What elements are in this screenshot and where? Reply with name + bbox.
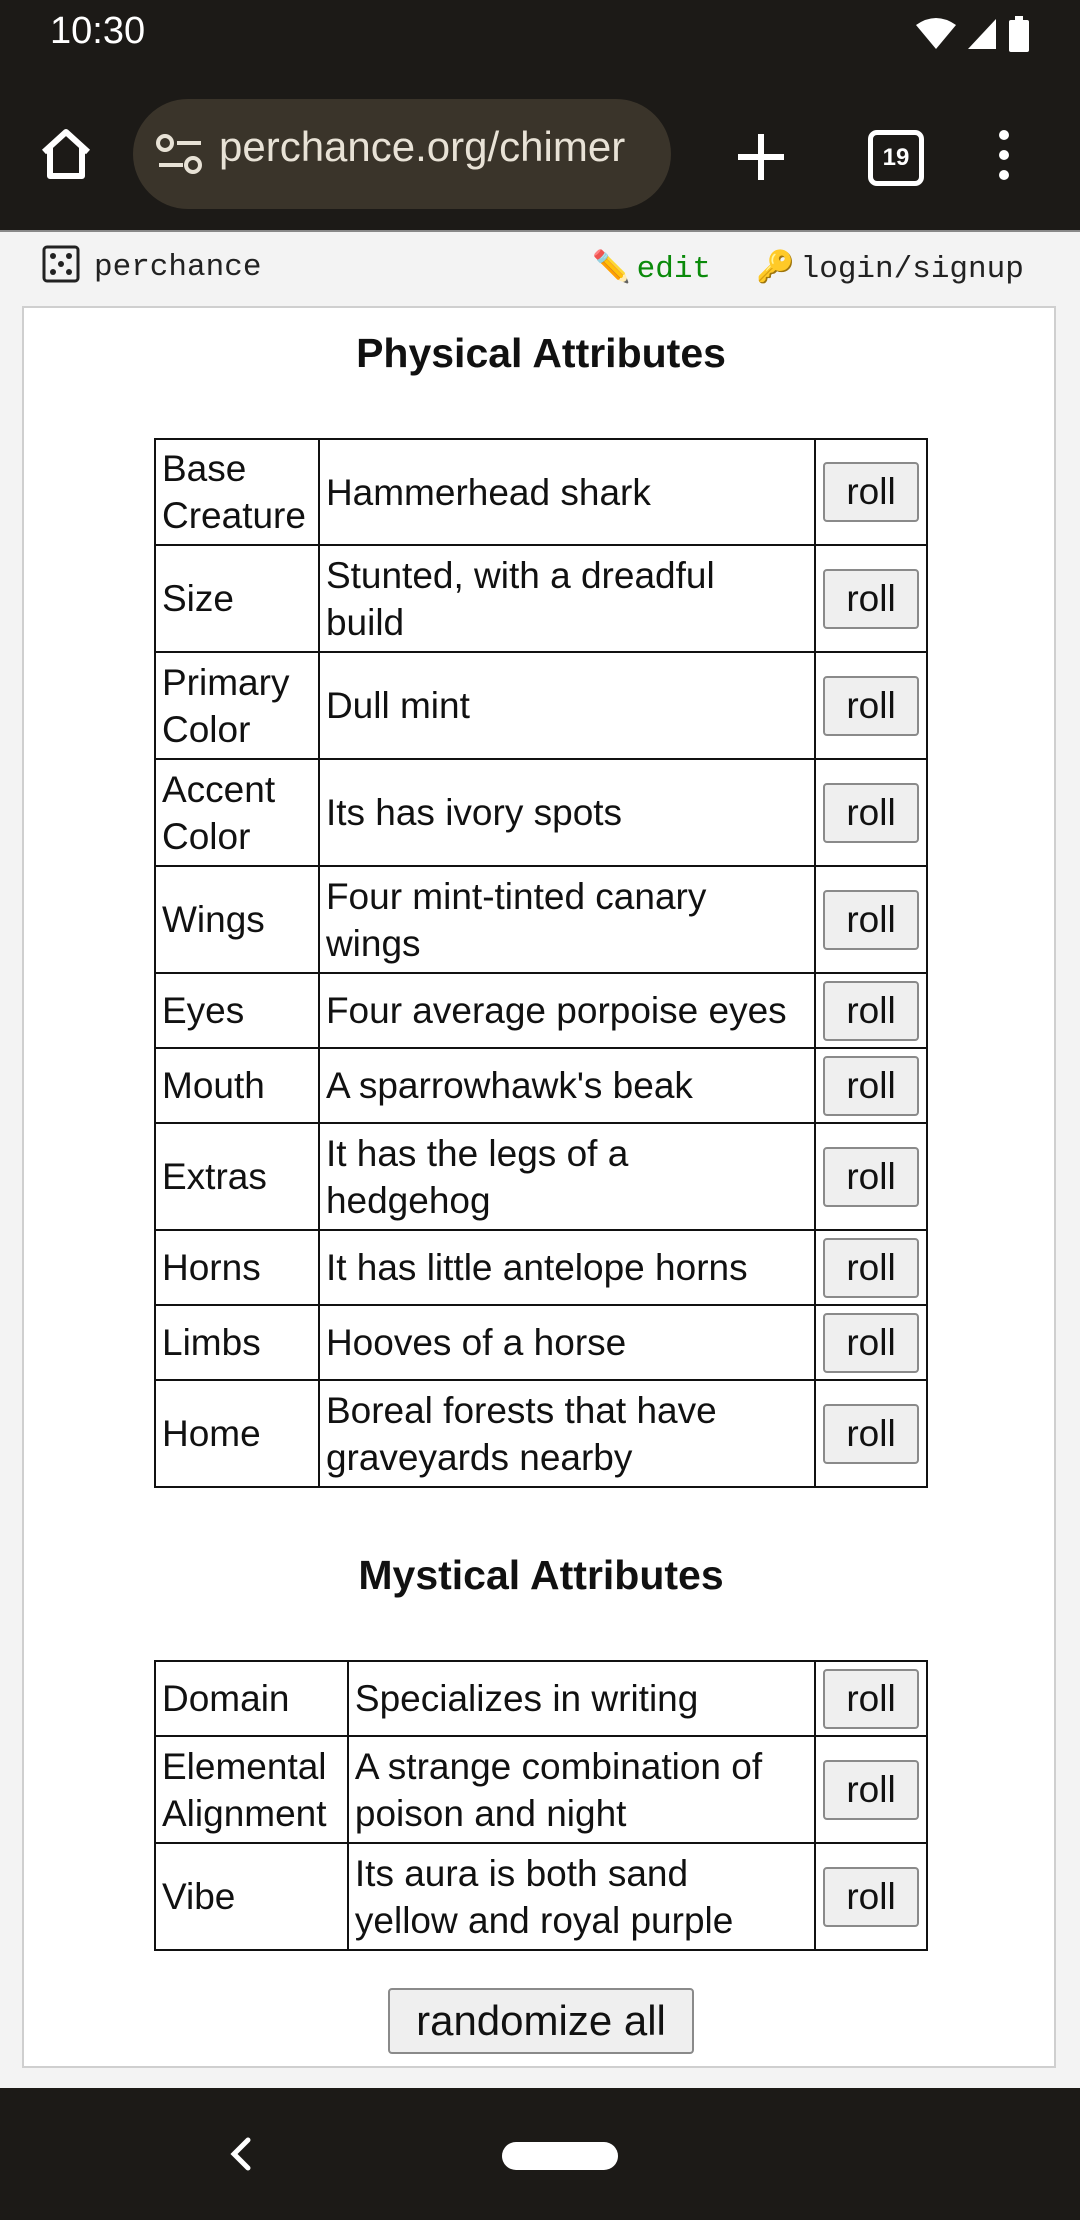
signal-icon — [966, 17, 998, 51]
attribute-value — [348, 1843, 815, 1950]
roll-cell — [815, 652, 927, 759]
roll-cell — [815, 866, 927, 973]
attribute-label-line: Size — [162, 578, 234, 619]
roll-button[interactable]: roll — [823, 1760, 919, 1820]
attribute-label-line: Primary — [162, 661, 290, 703]
wifi-icon — [916, 17, 956, 51]
attribute-row — [155, 1380, 927, 1487]
attribute-value-line: A strange combination of — [354, 1745, 763, 1787]
attribute-value-line: Specializes in writing — [354, 1678, 699, 1719]
attribute-value-line: It has the legs of a — [325, 1132, 629, 1174]
attribute-value-line: Boreal forests that have — [325, 1389, 717, 1431]
roll-cell — [815, 1380, 927, 1487]
attribute-value-line: Hammerhead shark — [325, 471, 651, 513]
attribute-label-line: Color — [162, 708, 251, 750]
roll-button[interactable]: roll — [823, 1669, 919, 1729]
attribute-label-line: Horns — [162, 1247, 261, 1288]
attribute-row — [155, 1843, 927, 1950]
attribute-label — [155, 1305, 319, 1380]
attribute-value-line: yellow and royal purple — [354, 1899, 734, 1941]
status-icons — [916, 14, 1030, 54]
attribute-label — [155, 1230, 319, 1305]
web-page — [0, 230, 1080, 2090]
attribute-value — [319, 1380, 815, 1487]
attribute-row — [155, 1123, 927, 1230]
brand-link[interactable]: perchance — [94, 250, 262, 285]
attribute-label-line: Home — [162, 1413, 261, 1454]
attribute-value-line: hedgehog — [325, 1179, 491, 1221]
back-icon[interactable] — [222, 2134, 262, 2174]
more-vert-icon[interactable] — [994, 130, 1014, 186]
attribute-label-line: Wings — [162, 899, 265, 940]
edit-label: edit — [636, 252, 712, 287]
attribute-label-line: Domain — [162, 1678, 290, 1719]
attribute-value — [319, 973, 815, 1048]
roll-button[interactable]: roll — [823, 1147, 919, 1207]
roll-cell — [815, 973, 927, 1048]
attribute-row — [155, 866, 927, 973]
attribute-value-line: Four average porpoise eyes — [325, 990, 787, 1031]
attribute-value — [319, 866, 815, 973]
roll-button[interactable]: roll — [823, 981, 919, 1041]
attribute-value — [319, 1305, 815, 1380]
attribute-label-line: Vibe — [162, 1876, 236, 1917]
attribute-label — [155, 1843, 348, 1950]
attribute-value-line: Four mint-tinted canary — [325, 875, 707, 917]
attribute-value — [319, 439, 815, 545]
roll-button[interactable]: roll — [823, 1313, 919, 1373]
site-settings-icon[interactable] — [155, 133, 205, 177]
attribute-value — [319, 652, 815, 759]
tabs-icon[interactable]: 19 — [868, 130, 924, 186]
attribute-label — [155, 652, 319, 759]
roll-cell — [815, 1843, 927, 1950]
physical-title: Physical Attributes — [356, 330, 726, 376]
generator-panel — [22, 306, 1056, 2068]
attribute-label-line: Color — [162, 815, 251, 857]
attribute-label — [155, 759, 319, 866]
attribute-row — [155, 652, 927, 759]
attribute-label — [155, 545, 319, 652]
attribute-label — [155, 439, 319, 545]
roll-cell — [815, 439, 927, 545]
roll-cell — [815, 1048, 927, 1123]
physical-table — [154, 438, 928, 1488]
attribute-value-line: It has little antelope horns — [325, 1247, 748, 1288]
attribute-value — [319, 759, 815, 866]
attribute-label-line: Alignment — [162, 1792, 327, 1834]
attribute-row — [155, 1305, 927, 1380]
roll-cell — [815, 1661, 927, 1736]
attribute-label-line: Creature — [162, 495, 306, 536]
edit-link[interactable] — [592, 248, 711, 287]
attribute-row — [155, 1661, 927, 1736]
attribute-label-line: Limbs — [162, 1322, 261, 1363]
attribute-label — [155, 973, 319, 1048]
plus-icon[interactable] — [730, 126, 792, 188]
roll-cell — [815, 759, 927, 866]
attribute-value-line: Its aura is both sand — [354, 1852, 689, 1894]
attribute-row — [155, 545, 927, 652]
status-time: 10:30 — [50, 10, 146, 52]
url-text[interactable]: perchance.org/chimer — [219, 123, 626, 170]
login-link[interactable] — [756, 248, 1024, 287]
attribute-value-line: A sparrowhawk's beak — [325, 1065, 693, 1106]
attribute-value-line: Dull mint — [325, 685, 470, 726]
login-label: login/signup — [800, 252, 1024, 287]
roll-cell — [815, 1123, 927, 1230]
roll-button[interactable]: roll — [823, 462, 919, 522]
attribute-label — [155, 1661, 348, 1736]
attribute-value-line: graveyards nearby — [325, 1436, 633, 1478]
perchance-header — [0, 232, 1080, 306]
roll-cell — [815, 1305, 927, 1380]
roll-cell — [815, 1736, 927, 1843]
attribute-value-line: poison and night — [354, 1792, 627, 1834]
roll-cell — [815, 545, 927, 652]
roll-button[interactable]: roll — [823, 1867, 919, 1927]
attribute-value — [348, 1661, 815, 1736]
roll-button[interactable]: roll — [823, 1404, 919, 1464]
system-nav-bar — [0, 2088, 1080, 2220]
attribute-label-line: Elemental — [162, 1745, 327, 1787]
roll-button[interactable]: roll — [823, 783, 919, 843]
attribute-label-line: Eyes — [162, 990, 245, 1031]
attribute-value — [319, 545, 815, 652]
mystical-table — [154, 1660, 928, 1951]
attribute-value — [319, 1048, 815, 1123]
attribute-value-line: Stunted, with a dreadful — [325, 554, 715, 596]
attribute-value — [319, 1230, 815, 1305]
home-icon[interactable] — [36, 124, 96, 184]
attribute-label — [155, 866, 319, 973]
pencil-icon: ✏️ — [592, 249, 631, 285]
attribute-label-line: Extras — [162, 1156, 267, 1197]
battery-icon — [1008, 16, 1030, 52]
key-icon: 🔑 — [756, 249, 795, 285]
attribute-value-line: wings — [325, 922, 421, 964]
attribute-value-line: Hooves of a horse — [325, 1322, 627, 1363]
attribute-label — [155, 1123, 319, 1230]
roll-cell — [815, 1230, 927, 1305]
attribute-value-line: build — [325, 601, 405, 643]
attribute-value — [348, 1736, 815, 1843]
attribute-label-line: Accent — [162, 768, 276, 810]
attribute-row — [155, 1736, 927, 1843]
home-pill-icon[interactable] — [502, 2142, 618, 2170]
attribute-value-line: Its has ivory spots — [325, 792, 623, 833]
attribute-label — [155, 1048, 319, 1123]
attribute-row — [155, 973, 927, 1048]
address-bar[interactable] — [133, 99, 671, 209]
attribute-row — [155, 1230, 927, 1305]
roll-button[interactable]: roll — [823, 1238, 919, 1298]
mystical-title: Mystical Attributes — [358, 1552, 724, 1598]
roll-button[interactable]: roll — [823, 890, 919, 950]
attribute-label — [155, 1736, 348, 1843]
dice-icon[interactable] — [42, 245, 80, 283]
attribute-row — [155, 759, 927, 866]
status-bar — [0, 0, 1080, 66]
attribute-label-line: Mouth — [162, 1065, 265, 1106]
randomize-all-button[interactable]: randomize all — [388, 1988, 694, 2054]
roll-button[interactable]: roll — [823, 1056, 919, 1116]
browser-toolbar — [0, 66, 1080, 230]
attribute-row — [155, 439, 927, 545]
attribute-label-line: Base — [162, 448, 247, 489]
attribute-label — [155, 1380, 319, 1487]
attribute-value — [319, 1123, 815, 1230]
roll-button[interactable]: roll — [823, 569, 919, 629]
roll-button[interactable]: roll — [823, 676, 919, 736]
attribute-row — [155, 1048, 927, 1123]
